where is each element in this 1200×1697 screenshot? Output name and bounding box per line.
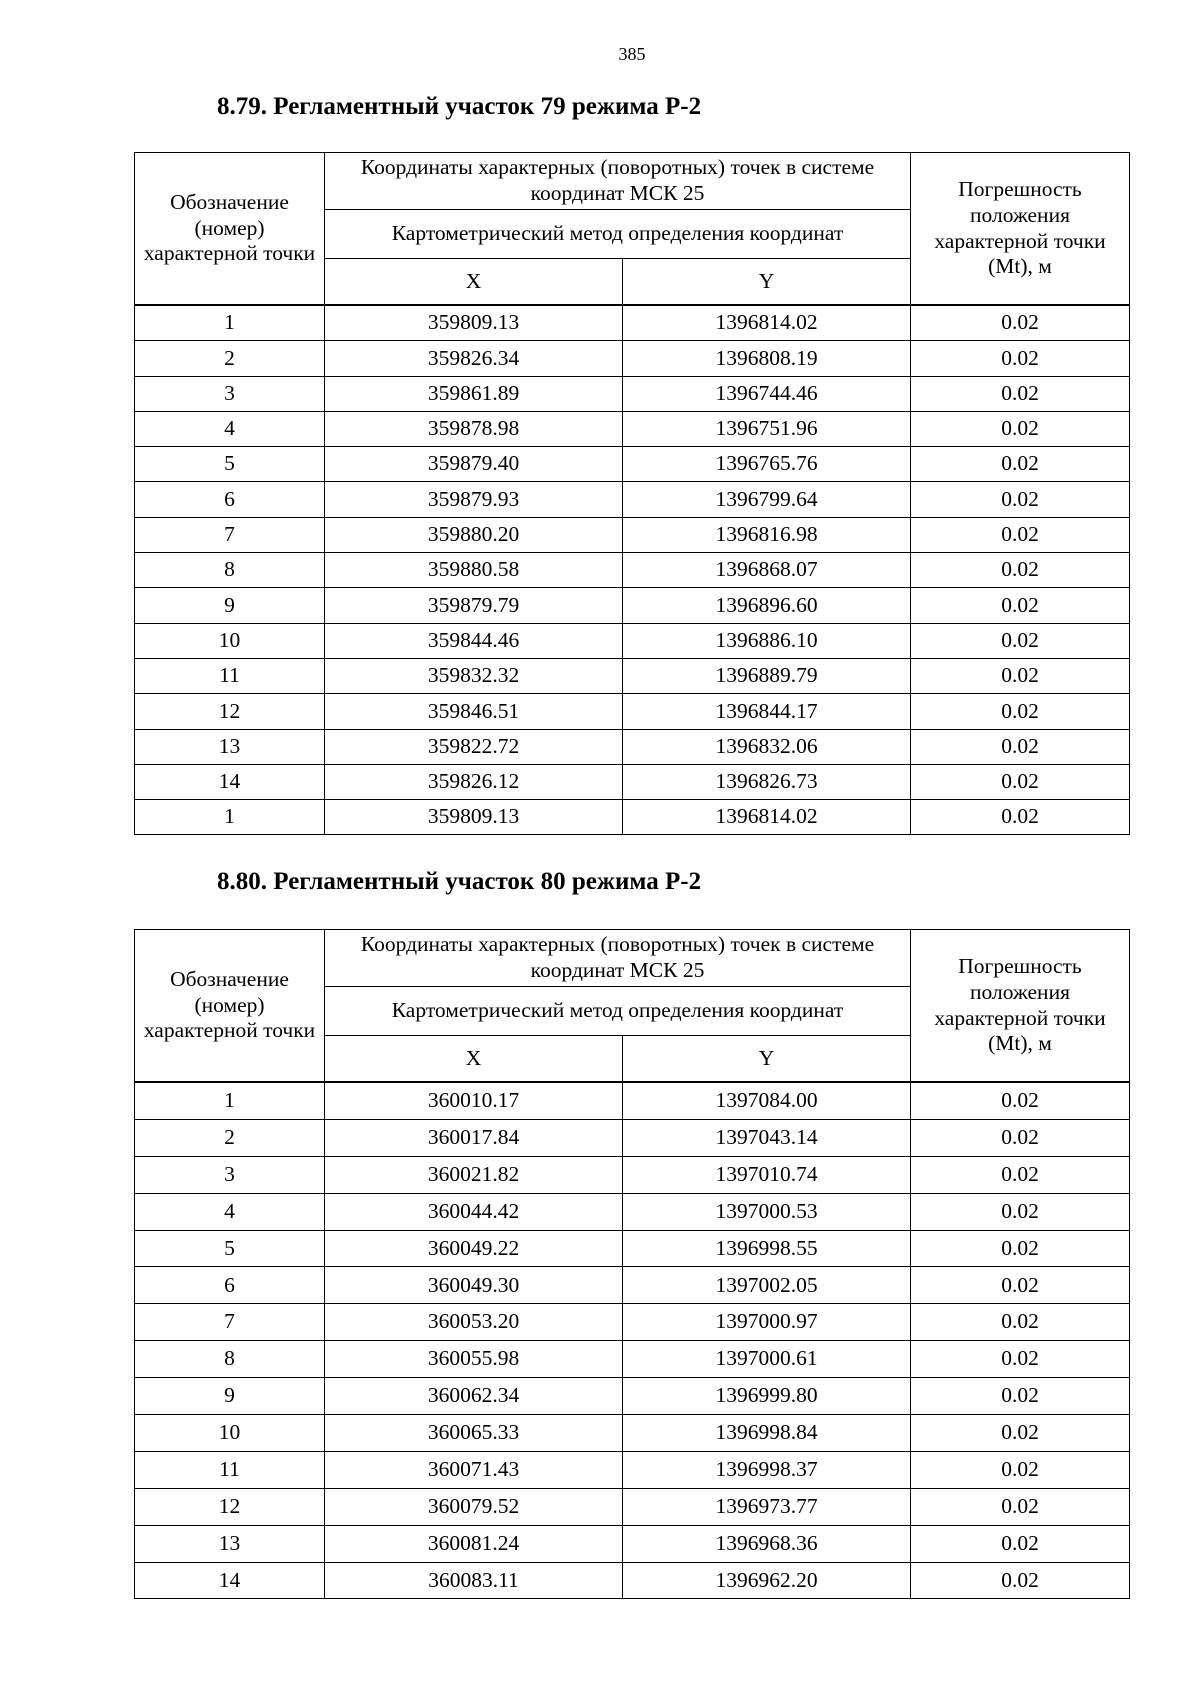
cell-mt: 0.02 — [911, 1304, 1130, 1341]
cell-point-number: 1 — [135, 305, 325, 341]
cell-point-number: 11 — [135, 1451, 325, 1488]
header-position-error: Погрешность положения характерной точки (Mt), м — [911, 153, 1130, 306]
cell-mt: 0.02 — [911, 305, 1130, 341]
cell-point-number: 7 — [135, 517, 325, 552]
cell-y: 1397002.05 — [623, 1267, 911, 1304]
cell-x: 359826.34 — [325, 341, 623, 376]
cell-x: 359880.20 — [325, 517, 623, 552]
cell-point-number: 6 — [135, 1267, 325, 1304]
cell-mt: 0.02 — [911, 553, 1130, 588]
table-row — [135, 1562, 1130, 1599]
table-row — [135, 1156, 1130, 1193]
cell-x: 359879.93 — [325, 482, 623, 517]
cell-point-number: 9 — [135, 1378, 325, 1415]
cell-mt: 0.02 — [911, 764, 1130, 799]
cell-point-number: 13 — [135, 729, 325, 764]
table-row — [135, 1193, 1130, 1230]
cell-mt: 0.02 — [911, 1230, 1130, 1267]
header-position-error: Погрешность положения характерной точки (Mt), м — [911, 930, 1130, 1083]
cell-x: 359832.32 — [325, 658, 623, 693]
cell-mt: 0.02 — [911, 1378, 1130, 1415]
cell-y: 1397000.61 — [623, 1341, 911, 1378]
cell-x: 359878.98 — [325, 411, 623, 446]
table-row — [135, 411, 1130, 446]
cell-y: 1397000.97 — [623, 1304, 911, 1341]
cell-mt: 0.02 — [911, 658, 1130, 693]
cell-x: 359844.46 — [325, 623, 623, 658]
cell-point-number: 12 — [135, 1488, 325, 1525]
cell-y: 1396751.96 — [623, 411, 911, 446]
cell-x: 360083.11 — [325, 1562, 623, 1599]
cell-y: 1396998.37 — [623, 1451, 911, 1488]
table-row — [135, 1525, 1130, 1562]
cell-y: 1396973.77 — [623, 1488, 911, 1525]
table-row — [135, 1304, 1130, 1341]
cell-point-number: 9 — [135, 588, 325, 623]
cell-point-number: 3 — [135, 376, 325, 411]
cell-point-number: 11 — [135, 658, 325, 693]
cell-y: 1396832.06 — [623, 729, 911, 764]
cell-point-number: 10 — [135, 623, 325, 658]
cell-y: 1397000.53 — [623, 1193, 911, 1230]
cell-y: 1396744.46 — [623, 376, 911, 411]
cell-mt: 0.02 — [911, 447, 1130, 482]
cell-point-number: 6 — [135, 482, 325, 517]
coordinates-table — [134, 152, 1130, 835]
table-row — [135, 1378, 1130, 1415]
cell-mt: 0.02 — [911, 1415, 1130, 1452]
cell-point-number: 7 — [135, 1304, 325, 1341]
cell-y: 1396814.02 — [623, 305, 911, 341]
cell-point-number: 2 — [135, 1119, 325, 1156]
cell-x: 360079.52 — [325, 1488, 623, 1525]
table-row — [135, 658, 1130, 693]
table-row — [135, 588, 1130, 623]
cell-y: 1396765.76 — [623, 447, 911, 482]
cell-mt: 0.02 — [911, 482, 1130, 517]
cell-mt: 0.02 — [911, 729, 1130, 764]
cell-mt: 0.02 — [911, 1082, 1130, 1119]
table-row — [135, 1341, 1130, 1378]
cell-mt: 0.02 — [911, 694, 1130, 729]
cell-y: 1396886.10 — [623, 623, 911, 658]
cell-x: 360071.43 — [325, 1451, 623, 1488]
cell-x: 359846.51 — [325, 694, 623, 729]
cell-y: 1396868.07 — [623, 553, 911, 588]
cell-x: 360055.98 — [325, 1341, 623, 1378]
table-row — [135, 553, 1130, 588]
table-row — [135, 1230, 1130, 1267]
table-row — [135, 1488, 1130, 1525]
table-row — [135, 1119, 1130, 1156]
table-row — [135, 1415, 1130, 1452]
cell-x: 359826.12 — [325, 764, 623, 799]
header-x: X — [325, 259, 623, 306]
section-title: 8.79. Регламентный участок 79 режима Р-2 — [217, 93, 702, 120]
cell-point-number: 2 — [135, 341, 325, 376]
cell-mt: 0.02 — [911, 1156, 1130, 1193]
cell-y: 1396799.64 — [623, 482, 911, 517]
cell-mt: 0.02 — [911, 1488, 1130, 1525]
table-row — [135, 694, 1130, 729]
cell-y: 1396998.84 — [623, 1415, 911, 1452]
cell-mt: 0.02 — [911, 1562, 1130, 1599]
cell-y: 1396968.36 — [623, 1525, 911, 1562]
table-body — [135, 305, 1130, 835]
cell-x: 359880.58 — [325, 553, 623, 588]
cell-x: 360010.17 — [325, 1082, 623, 1119]
table-header — [135, 153, 1130, 306]
cell-x: 360017.84 — [325, 1119, 623, 1156]
cell-mt: 0.02 — [911, 1525, 1130, 1562]
table-row — [135, 623, 1130, 658]
table-row — [135, 1451, 1130, 1488]
header-method: Картометрический метод определения координат — [325, 210, 911, 259]
page-number: 385 — [618, 44, 646, 64]
cell-mt: 0.02 — [911, 1341, 1130, 1378]
table-body — [135, 1082, 1130, 1599]
table-row — [135, 341, 1130, 376]
cell-x: 359879.79 — [325, 588, 623, 623]
table-row — [135, 1082, 1130, 1119]
cell-y: 1396896.60 — [623, 588, 911, 623]
header-x: X — [325, 1036, 623, 1083]
cell-mt: 0.02 — [911, 800, 1130, 835]
cell-y: 1396889.79 — [623, 658, 911, 693]
cell-x: 360065.33 — [325, 1415, 623, 1452]
cell-mt: 0.02 — [911, 411, 1130, 446]
cell-y: 1396998.55 — [623, 1230, 911, 1267]
coordinates-table — [134, 929, 1130, 1599]
cell-x: 359809.13 — [325, 305, 623, 341]
header-method: Картометрический метод определения координат — [325, 987, 911, 1036]
cell-mt: 0.02 — [911, 588, 1130, 623]
cell-point-number: 14 — [135, 1562, 325, 1599]
cell-x: 360021.82 — [325, 1156, 623, 1193]
table-row — [135, 482, 1130, 517]
cell-x: 360049.30 — [325, 1267, 623, 1304]
cell-x: 360049.22 — [325, 1230, 623, 1267]
cell-point-number: 4 — [135, 1193, 325, 1230]
cell-point-number: 5 — [135, 1230, 325, 1267]
header-point-designation: Обозначение (номер) характерной точки — [135, 930, 325, 1083]
cell-y: 1396844.17 — [623, 694, 911, 729]
cell-point-number: 8 — [135, 553, 325, 588]
cell-point-number: 10 — [135, 1415, 325, 1452]
table-row — [135, 447, 1130, 482]
cell-y: 1396816.98 — [623, 517, 911, 552]
table-row — [135, 517, 1130, 552]
cell-x: 359861.89 — [325, 376, 623, 411]
cell-x: 360062.34 — [325, 1378, 623, 1415]
header-coordinates: Координаты характерных (поворотных) точек в системе координат МСК 25 — [325, 153, 911, 210]
cell-point-number: 1 — [135, 1082, 325, 1119]
cell-y: 1396826.73 — [623, 764, 911, 799]
cell-mt: 0.02 — [911, 1193, 1130, 1230]
cell-y: 1397010.74 — [623, 1156, 911, 1193]
cell-point-number: 13 — [135, 1525, 325, 1562]
cell-x: 359822.72 — [325, 729, 623, 764]
table-row — [135, 729, 1130, 764]
cell-x: 360053.20 — [325, 1304, 623, 1341]
cell-x: 360081.24 — [325, 1525, 623, 1562]
cell-point-number: 14 — [135, 764, 325, 799]
cell-mt: 0.02 — [911, 623, 1130, 658]
header-y: Y — [623, 1036, 911, 1083]
table-row — [135, 305, 1130, 341]
cell-point-number: 4 — [135, 411, 325, 446]
cell-y: 1396962.20 — [623, 1562, 911, 1599]
cell-y: 1396814.02 — [623, 800, 911, 835]
header-y: Y — [623, 259, 911, 306]
cell-y: 1397043.14 — [623, 1119, 911, 1156]
table-header — [135, 930, 1130, 1083]
section-title: 8.80. Регламентный участок 80 режима Р-2 — [217, 868, 702, 895]
table-row — [135, 800, 1130, 835]
table-row — [135, 764, 1130, 799]
cell-point-number: 12 — [135, 694, 325, 729]
cell-x: 359809.13 — [325, 800, 623, 835]
cell-x: 359879.40 — [325, 447, 623, 482]
cell-x: 360044.42 — [325, 1193, 623, 1230]
cell-point-number: 1 — [135, 800, 325, 835]
cell-mt: 0.02 — [911, 1119, 1130, 1156]
table-row — [135, 1267, 1130, 1304]
cell-y: 1397084.00 — [623, 1082, 911, 1119]
cell-mt: 0.02 — [911, 1451, 1130, 1488]
cell-mt: 0.02 — [911, 517, 1130, 552]
cell-mt: 0.02 — [911, 376, 1130, 411]
header-point-designation: Обозначение (номер) характерной точки — [135, 153, 325, 306]
cell-point-number: 8 — [135, 1341, 325, 1378]
cell-mt: 0.02 — [911, 341, 1130, 376]
cell-point-number: 5 — [135, 447, 325, 482]
cell-y: 1396999.80 — [623, 1378, 911, 1415]
header-coordinates: Координаты характерных (поворотных) точек в системе координат МСК 25 — [325, 930, 911, 987]
table-row — [135, 376, 1130, 411]
cell-point-number: 3 — [135, 1156, 325, 1193]
cell-mt: 0.02 — [911, 1267, 1130, 1304]
cell-y: 1396808.19 — [623, 341, 911, 376]
